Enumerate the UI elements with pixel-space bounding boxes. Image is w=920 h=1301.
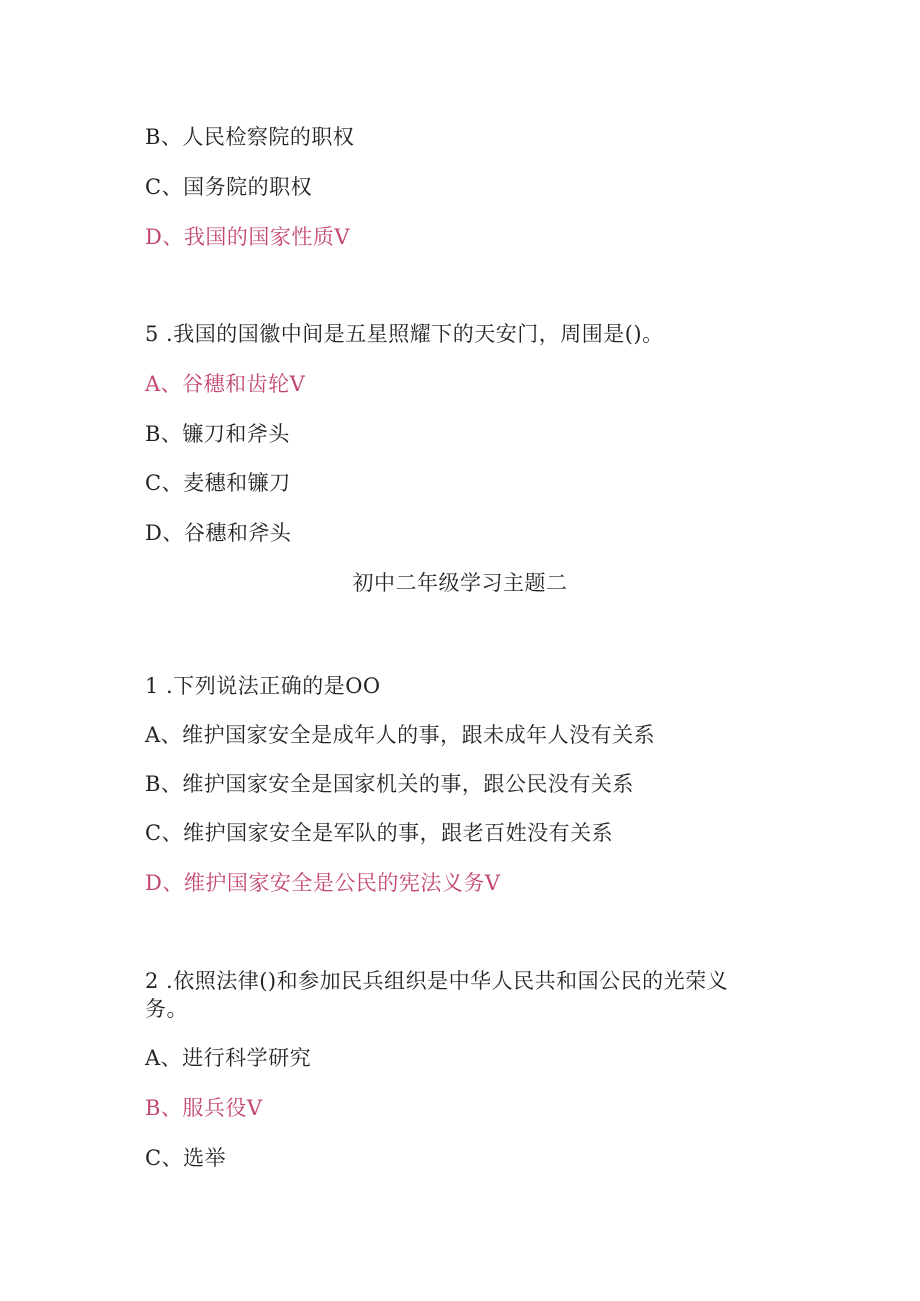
q5-stem: 5 .我国的国徽中间是五星照耀下的天安门，周围是()。 <box>145 322 664 346</box>
s2-q1-stem: 1 .下列说法正确的是OO <box>145 674 381 698</box>
s2-q2-option-a: A、进行科学研究 <box>145 1046 312 1070</box>
s2-q2-stem-line2: 务。 <box>145 997 188 1021</box>
section-title: 初中二年级学习主题二 <box>352 571 568 595</box>
s2-q1-option-c: C、维护国家安全是军队的事，跟老百姓没有关系 <box>145 821 614 845</box>
s2-q2-option-c: C、选举 <box>145 1146 227 1170</box>
s2-q2-option-b-correct: B、服兵役V <box>145 1096 263 1120</box>
q5-option-c: C、麦穗和镰刀 <box>145 471 291 495</box>
q5-option-a-correct: A、谷穗和齿轮V <box>145 372 306 396</box>
q4-option-d-correct: D、我国的国家性质V <box>145 225 351 249</box>
q5-option-b: B、镰刀和斧头 <box>145 422 290 446</box>
q4-option-b: B、人民检察院的职权 <box>145 125 355 149</box>
q4-option-c: C、国务院的职权 <box>145 175 313 199</box>
s2-q1-option-b: B、维护国家安全是国家机关的事，跟公民没有关系 <box>145 772 634 796</box>
s2-q1-option-a: A、维护国家安全是成年人的事，跟未成年人没有关系 <box>145 723 656 747</box>
s2-q2-stem-line1: 2 .依照法律()和参加民兵组织是中华人民共和国公民的光荣义 <box>145 969 729 993</box>
s2-q1-option-d-correct: D、维护国家安全是公民的宪法义务V <box>145 871 501 895</box>
q5-option-d: D、谷穗和斧头 <box>145 521 292 545</box>
